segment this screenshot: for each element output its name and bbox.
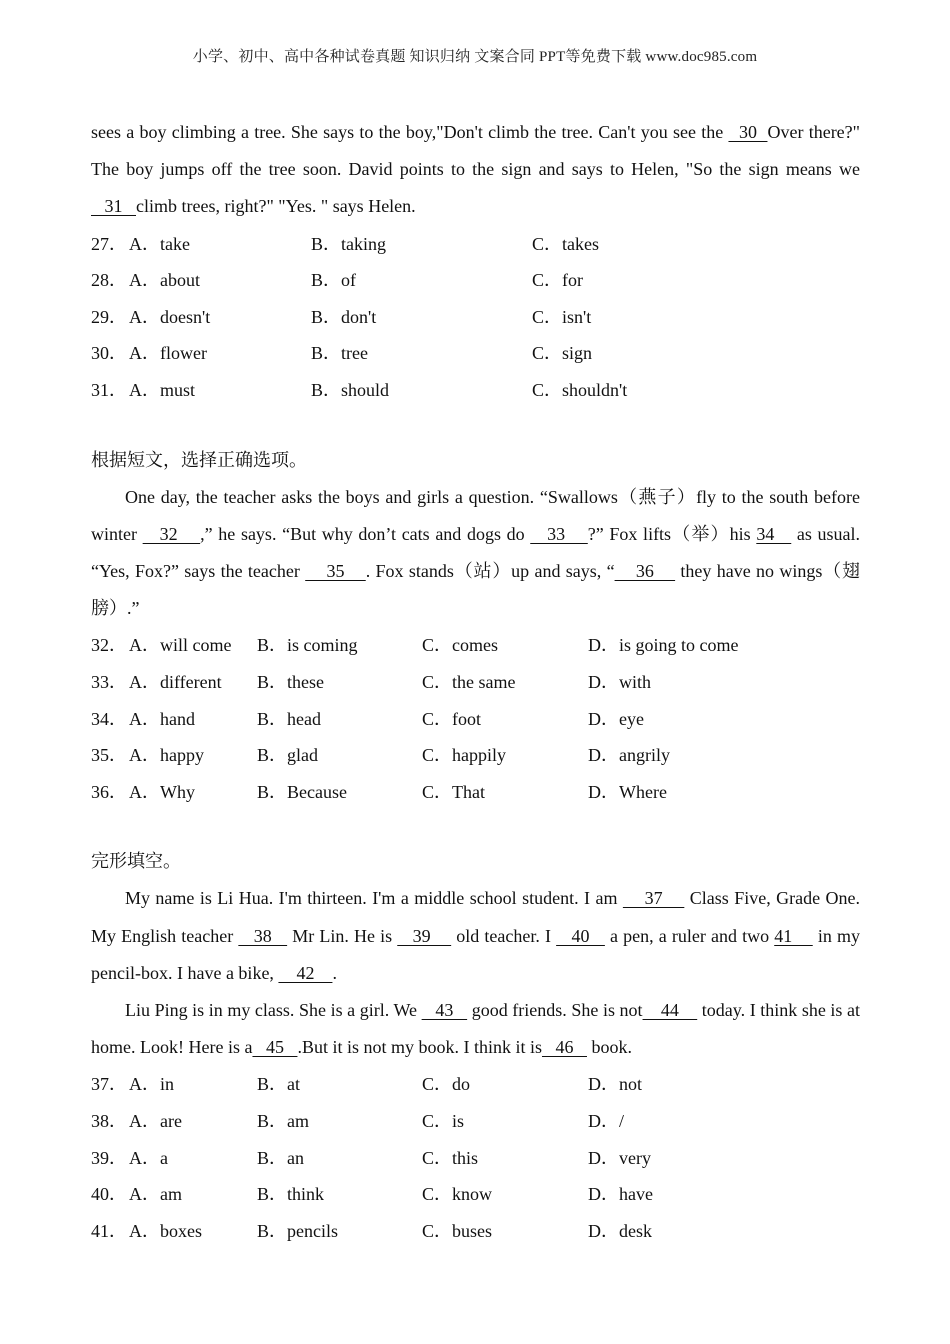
section2-text: One day, the teacher asks the boys and girls a question. “Swallows（燕子）fly to the south before winter bbox=[91, 486, 860, 544]
section3-text: Class Five, Grade One. My English teacher bbox=[91, 888, 861, 946]
option-b[interactable]: B．am bbox=[257, 1110, 309, 1131]
option-b[interactable]: B．head bbox=[257, 708, 321, 729]
option-d[interactable]: D．with bbox=[588, 671, 651, 692]
question-40 bbox=[91, 1176, 860, 1213]
option-a[interactable]: A．happy bbox=[129, 745, 204, 766]
passage1-text: sees a boy climbing a tree. She says to the boy,"Don't climb the tree. Can't you see the bbox=[91, 122, 729, 142]
option-b[interactable]: B．Because bbox=[257, 781, 347, 802]
option-b[interactable]: B．think bbox=[257, 1184, 325, 1205]
option-d[interactable]: D．angrily bbox=[588, 745, 670, 766]
question-39 bbox=[91, 1140, 860, 1177]
section3-text: . bbox=[332, 962, 337, 983]
blank-39[interactable]: 39 bbox=[397, 925, 452, 946]
blank-42[interactable]: 42 bbox=[278, 962, 333, 983]
blank-37[interactable]: 37 bbox=[622, 888, 685, 909]
question-32 bbox=[91, 627, 860, 664]
question-41 bbox=[91, 1213, 860, 1250]
passage1-text: climb trees, right?" "Yes. " says Helen. bbox=[136, 196, 416, 217]
option-b[interactable]: B．glad bbox=[257, 745, 318, 766]
question-28 bbox=[91, 262, 860, 299]
option-c[interactable]: C．foot bbox=[422, 708, 482, 729]
option-d[interactable]: D．not bbox=[588, 1074, 642, 1095]
question-number: 38． bbox=[91, 1110, 127, 1131]
question-list-32-36 bbox=[91, 627, 860, 810]
option-a[interactable]: A．about bbox=[129, 270, 200, 291]
blank-46[interactable]: 46 bbox=[541, 1037, 587, 1058]
blank-43[interactable]: 43 bbox=[421, 999, 468, 1020]
question-number: 31． bbox=[91, 379, 127, 400]
question-list-27-31 bbox=[91, 226, 860, 409]
question-number: 30． bbox=[91, 343, 127, 364]
section3-paragraph-1 bbox=[91, 880, 860, 992]
option-a[interactable]: A．are bbox=[129, 1110, 182, 1131]
question-number: 33． bbox=[91, 671, 127, 692]
option-a[interactable]: A．boxes bbox=[129, 1220, 202, 1241]
option-d[interactable]: D．/ bbox=[588, 1110, 624, 1131]
option-b[interactable]: B．taking bbox=[311, 233, 386, 254]
option-d[interactable]: D．desk bbox=[588, 1220, 652, 1241]
option-d[interactable]: D．very bbox=[588, 1147, 651, 1168]
section3-title: 完形填空。 bbox=[91, 851, 181, 872]
option-a[interactable]: A．must bbox=[129, 379, 196, 400]
option-c[interactable]: C．sign bbox=[532, 343, 593, 364]
page-header: 小学、初中、高中各种试卷真题 知识归纳 文案合同 PPT等免费下载 www.doc985.com bbox=[192, 49, 758, 65]
option-c[interactable]: C．That bbox=[422, 781, 485, 802]
option-a[interactable]: A．hand bbox=[129, 708, 195, 729]
question-number: 40． bbox=[91, 1184, 127, 1205]
blank-41[interactable]: 41 bbox=[774, 925, 813, 946]
section3-text: Liu Ping is in my class. She is a girl. We bbox=[125, 999, 422, 1020]
blank-40[interactable]: 40 bbox=[556, 925, 605, 946]
blank-44[interactable]: 44 bbox=[642, 999, 698, 1020]
question-number: 34． bbox=[91, 708, 127, 729]
question-list-37-41 bbox=[91, 1066, 860, 1249]
option-b[interactable]: B．don't bbox=[311, 306, 377, 327]
question-number: 32． bbox=[91, 635, 127, 656]
option-c[interactable]: C．happily bbox=[422, 745, 506, 766]
option-c[interactable]: C．do bbox=[422, 1074, 471, 1095]
option-a[interactable]: A．different bbox=[129, 671, 222, 692]
section2-text: ?” Fox lifts（举）his bbox=[587, 523, 757, 544]
option-a[interactable]: A．Why bbox=[129, 781, 195, 802]
question-37 bbox=[91, 1066, 860, 1103]
section2-text: ,” he says. “But why don’t cats and dogs do bbox=[200, 523, 531, 544]
option-a[interactable]: A．am bbox=[129, 1184, 182, 1205]
question-number: 35． bbox=[91, 745, 127, 766]
option-d[interactable]: D．have bbox=[588, 1184, 653, 1205]
option-c[interactable]: C．isn't bbox=[532, 306, 592, 327]
question-35 bbox=[91, 737, 860, 774]
question-38 bbox=[91, 1103, 860, 1140]
question-34 bbox=[91, 701, 860, 738]
option-b[interactable]: B．at bbox=[257, 1074, 300, 1095]
question-31 bbox=[91, 372, 860, 409]
question-number: 29． bbox=[91, 306, 127, 327]
question-27 bbox=[91, 226, 860, 263]
blank-34[interactable]: 34 bbox=[756, 523, 792, 544]
section2-text: . Fox stands（站）up and says, “ bbox=[365, 560, 615, 581]
option-c[interactable]: C．takes bbox=[532, 233, 599, 254]
option-c[interactable]: C．is bbox=[422, 1110, 465, 1131]
blank-38[interactable]: 38 bbox=[238, 925, 288, 946]
option-c[interactable]: C．comes bbox=[422, 635, 498, 656]
section3-text: in my pencil-box. I have a bike, bbox=[91, 925, 860, 983]
question-30 bbox=[91, 335, 860, 372]
blank-32[interactable]: 32 bbox=[142, 523, 201, 544]
section3-text: My name is Li Hua. I'm thirteen. I'm a middle school student. I am bbox=[125, 888, 623, 909]
blank-36[interactable]: 36 bbox=[614, 560, 676, 581]
option-c[interactable]: C．buses bbox=[422, 1220, 493, 1241]
section2-title: 根据短文，选择正确选项。 bbox=[91, 449, 307, 470]
question-36 bbox=[91, 774, 860, 811]
passage1-text: Over there?" The boy jumps off the tree soon. David points to the sign and says to Helen, "So the sign means we bbox=[91, 122, 861, 180]
option-a[interactable]: A．will come bbox=[129, 635, 232, 656]
question-number: 37． bbox=[91, 1074, 127, 1095]
question-29 bbox=[91, 299, 860, 336]
option-b[interactable]: B．tree bbox=[311, 343, 368, 364]
question-33 bbox=[91, 664, 860, 701]
option-d[interactable]: D．eye bbox=[588, 708, 644, 729]
option-c[interactable]: C．for bbox=[532, 270, 583, 291]
option-a[interactable]: A．flower bbox=[129, 343, 207, 364]
blank-30[interactable]: 30 bbox=[728, 122, 768, 142]
option-c[interactable]: C．shouldn't bbox=[532, 379, 628, 400]
option-b[interactable]: B．these bbox=[257, 671, 324, 692]
section2-text: they have no wings（翅膀）.” bbox=[91, 560, 860, 619]
question-number: 41． bbox=[91, 1220, 127, 1241]
section3-text: old teacher. I bbox=[451, 925, 557, 946]
section2-paragraph bbox=[91, 479, 860, 628]
section3-paragraph-2 bbox=[91, 992, 860, 1066]
option-b[interactable]: B．should bbox=[311, 379, 390, 400]
option-c[interactable]: C．know bbox=[422, 1184, 493, 1205]
section3-text: today. I think she is at home. Look! Here is a bbox=[91, 999, 861, 1058]
option-c[interactable]: C．this bbox=[422, 1147, 479, 1168]
exam-content bbox=[91, 114, 860, 1249]
question-number: 36． bbox=[91, 781, 127, 802]
section3-text: book. bbox=[586, 1037, 632, 1058]
passage1-paragraph bbox=[91, 114, 860, 226]
option-d[interactable]: D．is going to come bbox=[588, 635, 739, 656]
option-a[interactable]: A．take bbox=[129, 233, 190, 254]
blank-31[interactable]: 31 bbox=[91, 196, 136, 217]
question-number: 28． bbox=[91, 270, 127, 291]
section3-text: good friends. She is not bbox=[467, 999, 643, 1020]
option-a[interactable]: A．in bbox=[129, 1074, 174, 1095]
option-a[interactable]: A．a bbox=[129, 1147, 168, 1168]
section2-text: as usual. “Yes, Fox?” says the teacher bbox=[91, 523, 861, 581]
section3-text: .But it is not my book. I think it is bbox=[297, 1037, 542, 1058]
option-b[interactable]: B．of bbox=[311, 270, 356, 291]
option-c[interactable]: C．the same bbox=[422, 671, 516, 692]
option-b[interactable]: B．is coming bbox=[257, 635, 358, 656]
section3-text: a pen, a ruler and two bbox=[604, 925, 775, 946]
option-d[interactable]: D．Where bbox=[588, 781, 667, 802]
blank-33[interactable]: 33 bbox=[530, 523, 588, 544]
blank-35[interactable]: 35 bbox=[305, 560, 366, 581]
option-b[interactable]: B．an bbox=[257, 1147, 304, 1168]
option-a[interactable]: A．doesn't bbox=[129, 306, 211, 327]
blank-45[interactable]: 45 bbox=[252, 1037, 298, 1058]
option-b[interactable]: B．pencils bbox=[257, 1220, 338, 1241]
question-number: 39． bbox=[91, 1147, 127, 1168]
question-number: 27． bbox=[91, 233, 127, 254]
section3-text: Mr Lin. He is bbox=[287, 925, 398, 946]
